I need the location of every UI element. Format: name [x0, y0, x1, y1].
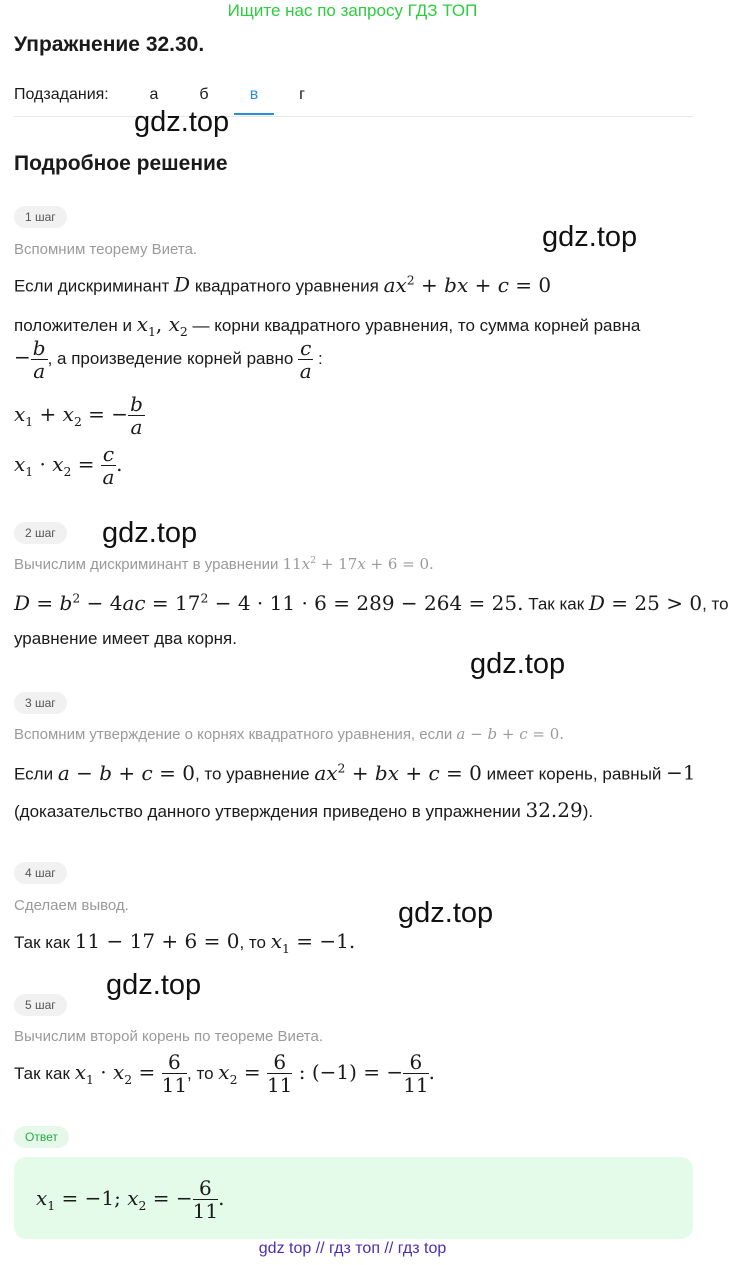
step-3-text: Если	[14, 764, 54, 784]
step-3-text: то уравнение	[204, 764, 310, 784]
math-discriminant: $D = b^2 - 4ac = 17^2 - 4 \cdot 11 \cdot 6 = 289 - 264 = 25$.	[14, 590, 524, 615]
step-1-text: — корни квадратного уравнения, то сумма корней равна	[192, 316, 641, 335]
math-vieta-product: $x_1 \cdot x_2$ = $\frac{c}{a}$ .	[14, 442, 123, 489]
step-4-text: Так как	[14, 933, 70, 952]
tab-a[interactable]: а	[149, 86, 159, 103]
step-5-hint: Вычислим второй корень по теореме Виета.	[14, 1028, 323, 1045]
step-2-chip: 2 шаг	[14, 522, 67, 544]
step-2-text: Так как	[528, 594, 585, 614]
step-1-text: :	[318, 348, 323, 368]
answer-chip: Ответ	[14, 1126, 69, 1148]
step-2-hint	[14, 555, 434, 573]
step-4-line-1: Так как 11 − 17 + 6 = 0, то $x_1 = -1$.	[14, 929, 356, 956]
step-2-text: то	[711, 594, 729, 614]
watermark: gdz.top	[102, 517, 198, 549]
step-1-line-3	[14, 337, 323, 382]
step-1-chip: 1 шаг	[14, 206, 67, 228]
search-banner: Ищите нас по запросу ГДЗ ТОП	[227, 1, 478, 20]
step-1-text: , а произведение корней равно	[47, 348, 294, 368]
solution-heading: Подробное решение	[14, 152, 228, 175]
step-4-chip: 4 шаг	[14, 862, 67, 884]
math-condition: a − b + c = 0	[57, 760, 195, 785]
step-4-hint: Сделаем вывод.	[14, 897, 129, 914]
math-minus-one: −1	[666, 760, 696, 785]
tab-g[interactable]: г	[299, 86, 305, 103]
math-check: 11 − 17 + 6 = 0	[74, 929, 240, 953]
math-D: D	[174, 272, 191, 297]
math-minus: −	[14, 344, 31, 369]
step-3-line-2: (доказательство данного утверждения приведено в упражнении 32.29).	[14, 798, 594, 822]
watermark: gdz.top	[398, 897, 494, 929]
step-5-text: Так как	[14, 1063, 70, 1083]
step-3-hint-text: Вспомним утверждение о корнях квадратного уравнения, если	[14, 726, 453, 743]
watermark: gdz.top	[542, 221, 638, 253]
tab-v[interactable]: в	[234, 86, 274, 104]
step-3-hint	[14, 725, 564, 743]
math-exercise-ref: 32.29	[525, 798, 583, 822]
math-vieta-sum: $x_1 + x_2$ = − $\frac{b}{a}$	[14, 392, 143, 439]
math-quadratic: $ax^2$ + bx + c = 0	[383, 272, 552, 297]
footer-links[interactable]: gdz top // гдз топ // гдз top	[258, 1240, 447, 1257]
step-1-hint: Вспомним теорему Виета.	[14, 241, 198, 258]
answer-box	[14, 1157, 693, 1239]
watermark: gdz.top	[470, 648, 566, 680]
tab-b[interactable]: б	[199, 86, 209, 103]
page-title: Упражнение 32.30.	[14, 33, 205, 56]
step-3-chip: 3 шаг	[14, 692, 67, 714]
subtasks-label: Подзадания:	[14, 86, 109, 103]
watermark: gdz.top	[134, 106, 230, 138]
watermark: gdz.top	[106, 969, 202, 1001]
step-1-text: квадратного уравнения	[194, 276, 379, 296]
math-answer: $x_1 = -1$; $x_2$ = − $\frac{6}{11}$ .	[36, 1176, 225, 1223]
step-4-text: то	[248, 933, 266, 952]
math-equation: $11x^2 + 17x + 6 = 0$.	[282, 555, 434, 573]
step-2-line-1: $D = b^2 - 4ac = 17^2 - 4 \cdot 11 \cdot 6 = 289 - 264 = 25$. Так как D = 25 > 0, то	[14, 590, 729, 615]
math-product: $x_1 \cdot x_2$ = $\frac{6}{11}$	[74, 1050, 188, 1097]
math-condition: a − b + c = 0.	[456, 725, 565, 743]
step-1-text: положителен и	[14, 316, 132, 335]
step-2-hint-text: Вычислим дискриминант в уравнении	[14, 556, 279, 573]
step-1-line-1	[14, 272, 551, 298]
step-2-text: уравнение имеет два корня.	[14, 629, 237, 648]
step-1-text: Если дискриминант	[14, 276, 170, 296]
step-5-text: то	[196, 1063, 214, 1083]
step-1-line-2	[14, 312, 640, 339]
math-fraction-c-a: $\frac{c}{a}$	[299, 336, 312, 383]
math-x2: $x_2$ = $\frac{6}{11}$ : (−1) = − $\frac{6}{11}$ .	[218, 1050, 435, 1097]
math-roots: $x_1$, $x_2$	[136, 312, 188, 339]
step-3-line-1: Если a − b + c = 0, то уравнение $ax^2$ + bx + c = 0 имеет корень, равный −1	[14, 760, 696, 785]
subtasks-row	[14, 86, 694, 117]
step-5-line-1: Так как $x_1 \cdot x_2$ = $\frac{6}{11}$ , то $x_2$ = $\frac{6}{11}$ : (−1) = − $\frac{6}{11}$ .	[14, 1050, 435, 1097]
math-D-positive: D = 25 > 0	[588, 590, 703, 615]
math-quadratic: $ax^2$ + bx + c = 0	[314, 760, 482, 785]
step-3-text: (доказательство данного утверждения приведено в упражнении	[14, 802, 521, 821]
step-5-chip: 5 шаг	[14, 994, 67, 1016]
math-x1: $x_1 = -1$.	[270, 929, 356, 956]
math-fraction-b-a: $\frac{b}{a}$	[32, 336, 46, 383]
step-3-text: имеет корень, равный	[486, 764, 662, 784]
